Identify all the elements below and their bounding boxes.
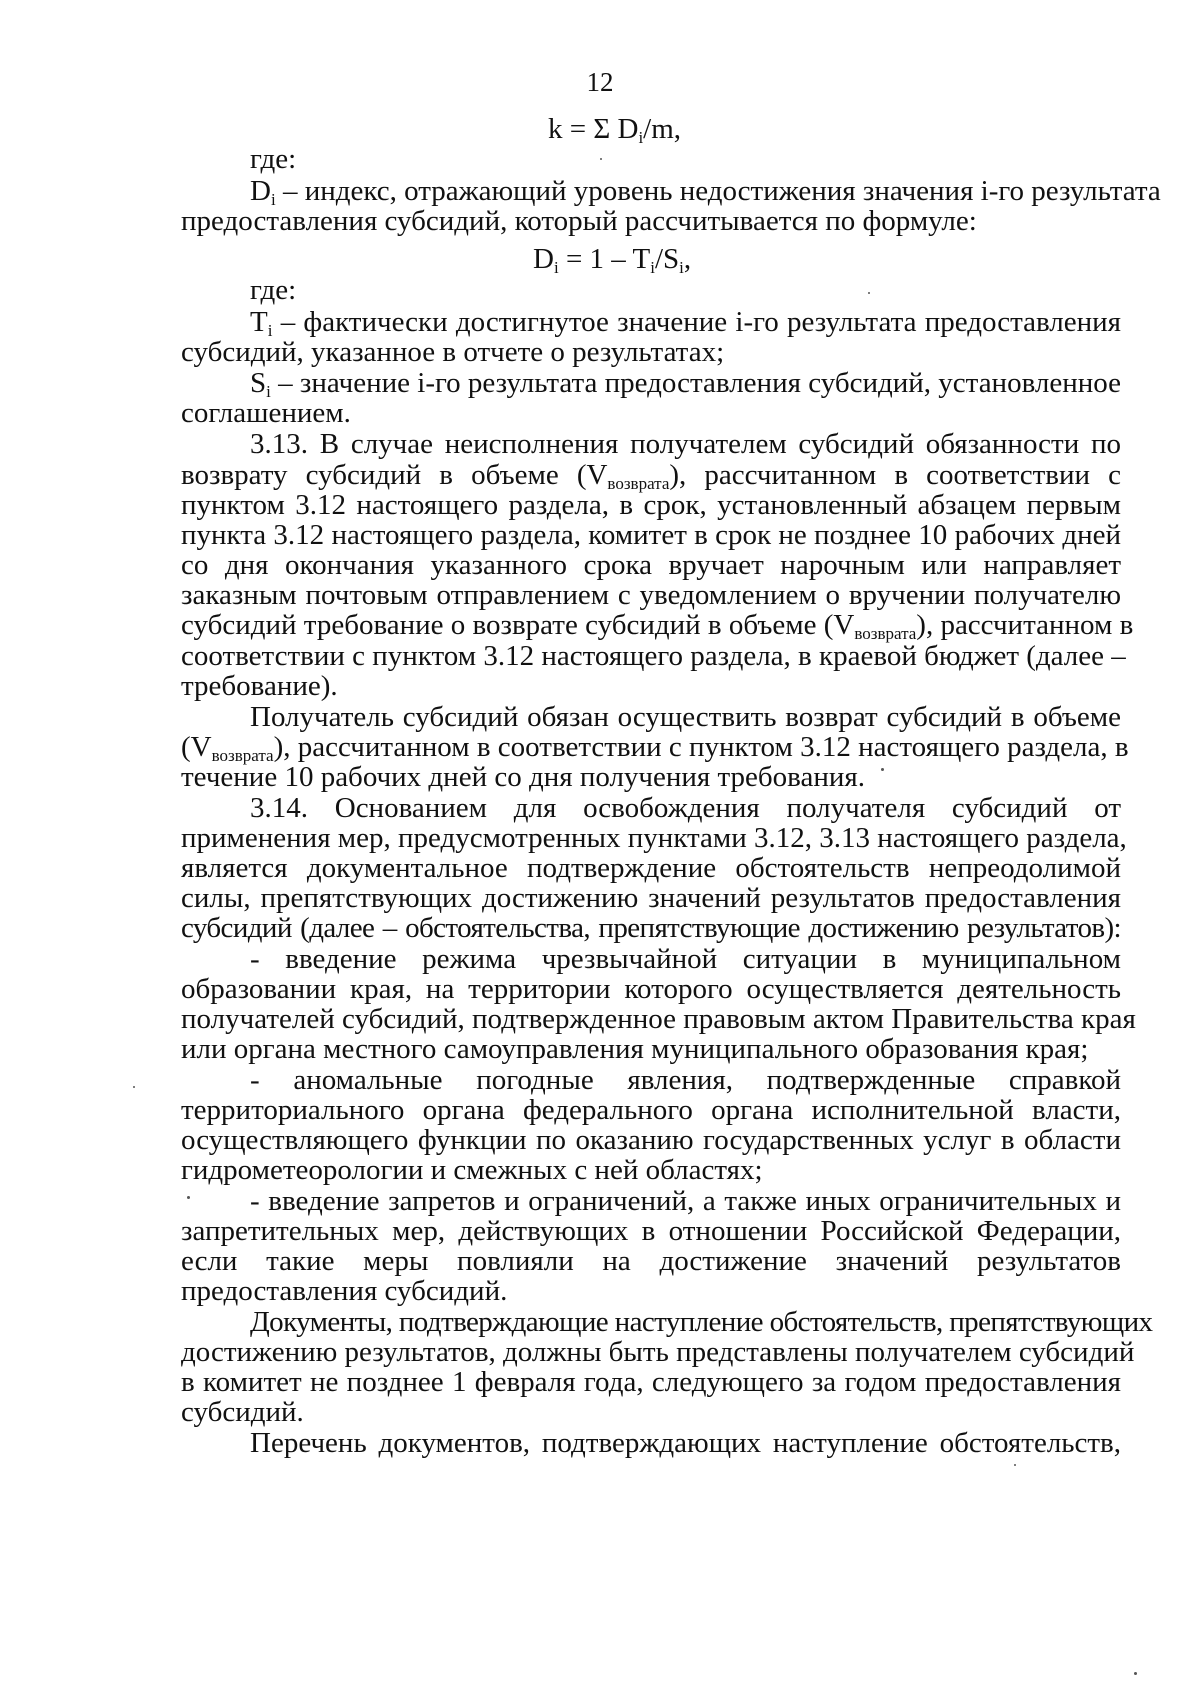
where-label: где: — [250, 143, 297, 175]
p314-line-2: применения мер, предусмотренных пунктами 3.12, 3.13 настоящего раздела, — [181, 822, 1127, 854]
recipient-line-3: течение 10 рабочих дней со дня получения требования. — [181, 761, 865, 793]
where-label-2: где: — [250, 274, 297, 306]
bullet2-line-4: гидрометеорологии и смежных с ней областях; — [181, 1154, 763, 1186]
docs-line-4: субсидий. — [181, 1396, 304, 1428]
scan-speck — [881, 768, 884, 771]
p313-line-2: возврату субсидий в объеме $(V_{возврата})$, рассчитанном в соответствии с — [181, 459, 1121, 493]
bullet1-line-2: образовании края, на территории которого осуществляется деятельность — [181, 973, 1121, 1005]
recipient-line-1: Получатель субсидий обязан осуществить возврат субсидий в объеме — [250, 701, 1121, 733]
page-number: 12 — [586, 67, 614, 97]
p314-line-3: является документальное подтверждение обстоятельств непреодолимой — [181, 852, 1121, 884]
p313-line-9: требование). — [181, 670, 338, 702]
p313-line-1: 3.13. В случае неисполнения получателем субсидий обязанности по — [250, 428, 1121, 460]
bullet1-line-1: - введение режима чрезвычайной ситуации в муниципальном — [250, 943, 1121, 975]
p313-line-4: пункта 3.12 настоящего раздела, комитет в срок не позднее 10 рабочих дней — [181, 519, 1121, 551]
docs-line-3: в комитет не позднее 1 февраля года, следующего за годом предоставления — [181, 1366, 1121, 1398]
docs-line-2: достижению результатов, должны быть представлены получателем субсидий — [181, 1336, 1135, 1368]
bullet2-line-3: осуществляющего функции по оказанию государственных услуг в области — [181, 1124, 1121, 1156]
p314-line-1: 3.14. Основанием для освобождения получателя субсидий от — [250, 792, 1121, 824]
scan-speck — [187, 1196, 190, 1199]
bullet3-line-3: если такие меры повлияли на достижение значений результатов — [181, 1245, 1121, 1277]
bullet2-line-1: - аномальные погодные явления, подтвержденные справкой — [250, 1064, 1121, 1096]
formula-d: $D_i = 1 - T_i/S_i$, — [533, 243, 692, 277]
p314-line-4: силы, препятствующих достижению значений результатов предоставления — [181, 882, 1121, 914]
di-definition-line-2: предоставления субсидий, который рассчитывается по формуле: — [181, 205, 977, 237]
scan-speck — [133, 1086, 135, 1088]
formula-k: k = Σ $D_i/m$, — [548, 113, 682, 147]
si-definition-line-1: $S_i$ – значение i-го результата предоставления субсидий, установленное — [250, 367, 1121, 401]
p313-line-7: субсидий требование о возврате субсидий в объеме $(V_{возврата})$, рассчитанном в — [181, 609, 1134, 643]
bullet3-line-2: запретительных мер, действующих в отношении Российской Федерации, — [181, 1215, 1121, 1247]
docs-line-1: Документы, подтверждающие наступление обстоятельств, препятствующих — [250, 1306, 1153, 1338]
scan-speck — [1134, 1672, 1137, 1675]
di-definition-line-1: $D_i$ – индекс, отражающий уровень недостижения значения i-го результата — [250, 175, 1161, 209]
p313-line-3: пунктом 3.12 настоящего раздела, в срок, установленный абзацем первым — [181, 489, 1121, 521]
bullet3-line-1: - введение запретов и ограничений, а также иных ограничительных и — [250, 1185, 1121, 1217]
si-definition-line-2: соглашением. — [181, 397, 351, 429]
p313-line-8: соответствии с пунктом 3.12 настоящего раздела, в краевой бюджет (далее – — [181, 640, 1126, 672]
scan-speck — [868, 292, 870, 294]
ti-definition-line-2: субсидий, указанное в отчете о результатах; — [181, 336, 725, 368]
bullet1-line-3: получателей субсидий, подтвержденное правовым актом Правительства края — [181, 1003, 1136, 1035]
scan-speck — [1014, 1464, 1016, 1466]
bullet2-line-2: территориального органа федерального органа исполнительной власти, — [181, 1094, 1121, 1126]
list-line-1: Перечень документов, подтверждающих наступление обстоятельств, — [250, 1427, 1121, 1459]
p313-line-6: заказным почтовым отправлением с уведомлением о вручении получателю — [181, 579, 1121, 611]
p314-line-5: субсидий (далее – обстоятельства, препятствующие достижению результатов): — [181, 912, 1121, 944]
bullet1-line-4: или органа местного самоуправления муниципального образования края; — [181, 1033, 1089, 1065]
bullet3-line-4: предоставления субсидий. — [181, 1275, 508, 1307]
scan-speck — [600, 158, 602, 160]
recipient-line-2: $(V_{возврата})$, рассчитанном в соответствии с пунктом 3.12 настоящего раздела, в — [181, 731, 1129, 765]
p313-line-5: со дня окончания указанного срока вручает нарочным или направляет — [181, 549, 1121, 581]
ti-definition-line-1: $T_i$ – фактически достигнутое значение i-го результата предоставления — [250, 306, 1121, 340]
